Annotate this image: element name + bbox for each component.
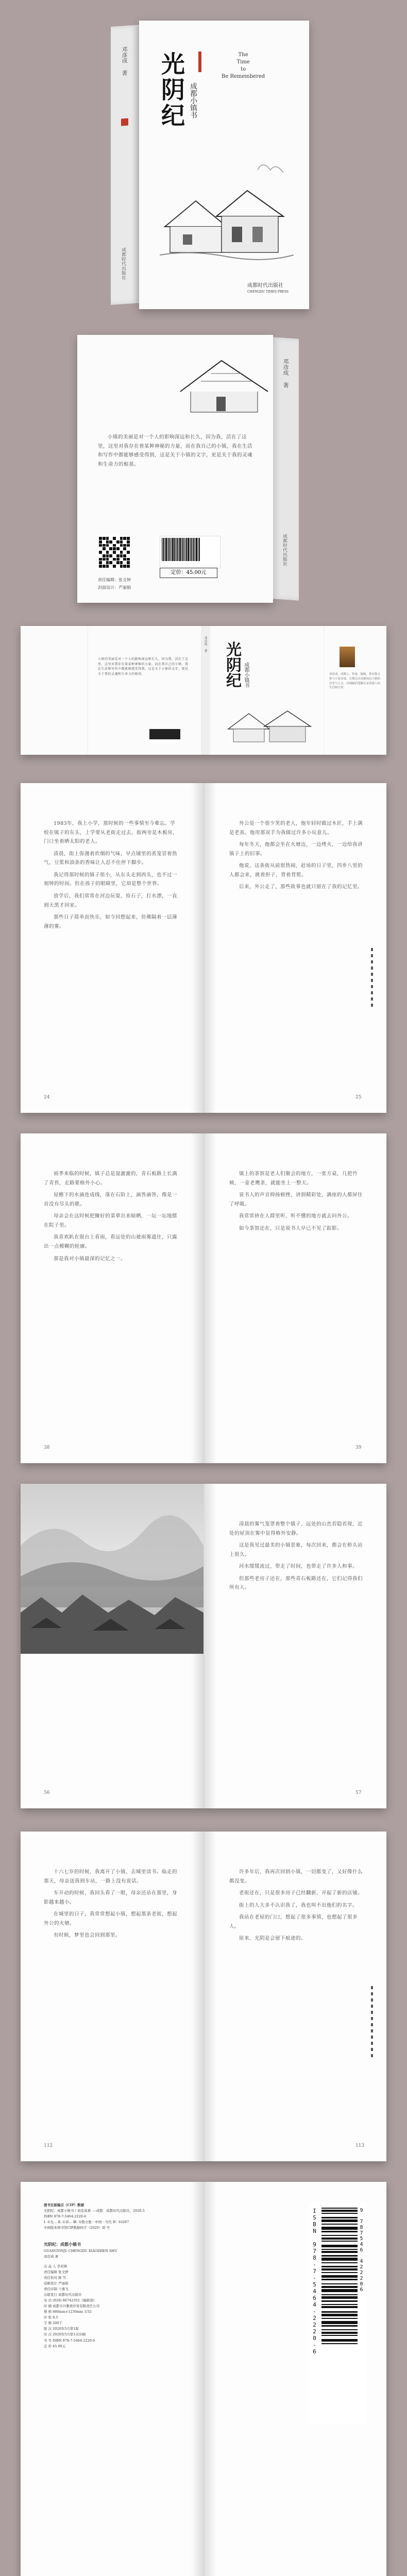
editor-name: 张文婷 xyxy=(118,578,131,582)
barcode-bars xyxy=(321,2208,358,2414)
spread-3-right-p1: 这是我见过最美的小镇景象，每次回来，都会在桥头站上很久。 xyxy=(229,1543,363,1557)
cip-block xyxy=(44,2202,183,2349)
cip-line-21: 书 号 ISBN 978-7-5464-2220-6 xyxy=(44,2338,95,2343)
spread-2-left-p1: 屋檐下的水滴连成线，落在石阶上，滴答滴答，像是一首没有尽头的歌。 xyxy=(44,1192,178,1207)
spread-2-right-p1: 说书人的声音抑扬顿挫，讲到精彩处，满座的人都屏住了呼吸。 xyxy=(229,1192,363,1207)
back-cover-face xyxy=(77,335,273,603)
designer-credit xyxy=(98,585,131,590)
cip-line-3: Ⅰ. ①光… Ⅱ. ①邓… Ⅲ. ①散文集－中国－当代 Ⅳ. ①I267 xyxy=(44,2220,129,2225)
spread-1-left-p4: 那些日子简单而快乐，如今回想起来，仿佛隔着一层薄薄的雾。 xyxy=(44,914,178,929)
editor-label: 责任编辑： xyxy=(98,578,118,582)
cip-line-5: 光阴纪：成都小镇书 xyxy=(44,2242,81,2247)
english-line-4: Be Remembered xyxy=(222,74,265,79)
spread-4-left-p0: 十六七岁的时候，我离开了小镇，去城里读书。临走的那天，母亲送我到车站，一路上没有说话。 xyxy=(44,1869,178,1884)
cip-line-12: 责任印制 干燕飞 xyxy=(44,2287,69,2292)
author-bio: 邓彦成，成都人，作家、编辑，著有散文集与小说多部。长期关注成都周边小镇的历史与人文，以细腻的笔触记录普通人的生活和日常。 xyxy=(329,673,381,690)
flat-spine xyxy=(201,626,210,755)
flat-cover-spread xyxy=(21,626,386,755)
spread-1-left-p2: 我记得那时候的镇子很小，从东头走到西头，也不过一刻钟的时间。但在孩子的眼睛里，它却是整个世界。 xyxy=(44,872,178,887)
isbn-barcode-text: ISBN 978-7-5464-2220-6 xyxy=(311,2208,318,2355)
spread-2-left-p3: 我喜欢趴在窗台上看雨，看远处的山被雨雾遮住，只露出一点模糊的轮廓。 xyxy=(44,1234,178,1249)
spread-1-gutter xyxy=(191,783,216,1113)
cip-line-16: 规 格 880mm×1230mm 1/32 xyxy=(44,2310,92,2314)
english-line-2: Time xyxy=(236,59,250,65)
designer-label: 封面设计： xyxy=(98,585,118,590)
cover-subtitle: 成都小镇书 xyxy=(189,82,197,118)
spread-1-left-p0: 1983年，我上小学，那时候的一些事情至今难忘。学校在镇子的东头，上学要从老街走过去，街两旁是木板房，门口坐着晒太阳的老人。 xyxy=(44,821,178,845)
ink-roof-illustration xyxy=(175,345,273,417)
spread-3-right-text xyxy=(229,1520,363,1596)
flat-subtitle: 成都小镇书 xyxy=(243,662,249,688)
spread-1-left-p3: 放学后，我们常常在河边玩耍，捡石子，打水漂，一直到天黑才回家。 xyxy=(44,893,178,908)
cip-line-2: ISBN 978-7-5464-2220-6 xyxy=(44,2214,87,2219)
spread-3-right-page-number: 57 xyxy=(355,1790,362,1795)
spread-1-left-page-number: 24 xyxy=(44,1095,50,1100)
back-spine xyxy=(273,337,299,600)
spread-3-right-p3: 但那些老房子还在，那些青石板路还在，它们记得我们所有人。 xyxy=(229,1575,363,1591)
price-value: 45.00元 xyxy=(186,570,207,575)
cip-line-19: 版 次 2020年5月第1版 xyxy=(44,2327,79,2331)
spread-1-ink-stroke xyxy=(371,948,373,1010)
spread-4-left-text xyxy=(44,1868,178,1943)
spread-4-left-p1: 车开动的时候，我回头看了一眼，母亲还站在那里，身影越来越小。 xyxy=(44,1890,178,1905)
spread-4-right-text xyxy=(229,1868,363,1946)
spread-2-right-p3: 如今茶馆还在，只是说书人早已不见了踪影。 xyxy=(239,1225,343,1231)
spread-1-right-text xyxy=(229,819,363,895)
spread-3-left-page-number: 56 xyxy=(44,1790,50,1795)
flat-back-blurb-text: 小镇的美丽是对一个人的影响深远和长久，因为我，活在了这里，这里对我存在着某种神秘的力量，而在我自己的小镇，我在生活和写作中都能够感受得到，这是关于小镇的文字，更是关于我的灵魂和生命力的根基。 xyxy=(98,657,189,676)
cip-line-14: 电 话 (028) 86742352（编辑部） xyxy=(44,2298,97,2303)
spread-2-right-p0: 镇上的茶馆是老人们聚会的地方，一张方桌，几把竹椅，一壶老鹰茶，就能坐上一整天。 xyxy=(229,1171,358,1186)
spread-4-ink-stroke xyxy=(371,1986,373,2058)
publisher-name: 成都时代出版社 xyxy=(247,283,283,289)
cip-line-15: 印 刷 成都市兴雅致印务有限责任公司 xyxy=(44,2304,100,2309)
spread-1-left-text xyxy=(44,819,178,934)
qr-code xyxy=(98,536,131,569)
front-cover-face xyxy=(139,21,309,309)
spread-1-left-p1: 清晨，街上弥漫着炊烟的气味，早点铺里的蒸笼冒着热气，豆浆和油条的香味让人忍不住停下脚步。 xyxy=(44,851,178,866)
english-line-3: to xyxy=(241,66,246,72)
spread-4-right-p4: 原来，光阴是会留下痕迹的。 xyxy=(239,1936,307,1942)
front-cover-book xyxy=(62,21,350,309)
english-title xyxy=(222,52,265,80)
spread-4-right-page-number: 113 xyxy=(355,2143,365,2148)
back-panel xyxy=(88,626,201,755)
flat-back-barcode xyxy=(149,729,180,739)
editor-credit xyxy=(98,577,131,583)
author-photo xyxy=(340,647,355,667)
spread-3-right-p2: 河水缓缓流过，带走了时间，也带走了许多人和事。 xyxy=(239,1564,358,1570)
spread-4-right-p1: 老街还在，只是很多房子已经翻新，开起了新的店铺。 xyxy=(239,1890,363,1896)
cip-line-22: 定 价 45.00元 xyxy=(44,2344,66,2348)
front-panel xyxy=(210,626,324,755)
spine-publisher: 成都时代出版社 xyxy=(121,247,126,280)
spread-1-right-p3: 后来，外公走了，那些故事也就只留在了我的记忆里。 xyxy=(239,884,363,890)
back-spine-author: 邓彦成 著 xyxy=(282,358,289,388)
back-spine-publisher: 成都时代出版社 xyxy=(282,533,287,567)
cip-line-8: 出 品 人 李若锋 xyxy=(44,2264,67,2268)
cip-line-13: 出版发行 成都时代出版社 xyxy=(44,2293,82,2297)
english-line-1: The xyxy=(238,52,248,58)
cip-line-1: 光阴纪：成都小镇书 / 邓彦成著. —成都：成都时代出版社，2020.5 xyxy=(44,2209,145,2213)
copyright-spread xyxy=(21,2182,386,2576)
flat-spine-author: 邓彦成 著 xyxy=(204,636,207,652)
flat-title: 光阴纪 xyxy=(223,641,241,688)
cip-line-7: 邓彦成 著 xyxy=(44,2254,59,2259)
inner-spread-3 xyxy=(21,1484,386,1808)
spread-2-left-p4: 那是我对小镇最深的记忆之一。 xyxy=(54,1256,126,1262)
spread-2-left-text xyxy=(44,1170,178,1266)
cip-line-20: 印 次 2020年5月第1次印刷 xyxy=(44,2332,86,2337)
back-blurb xyxy=(98,433,252,472)
spread-1-right-page-number: 25 xyxy=(355,1095,362,1100)
flap-right xyxy=(324,626,387,755)
spread-2-right-p2: 我常常挤在人群里听，听不懂的地方就去问外公。 xyxy=(239,1213,353,1219)
spread-2-left-p0: 雨季来临的时候，镇子总是湿漉漉的，青石板路上长满了青苔，走路要格外小心。 xyxy=(44,1171,178,1186)
spread-2-right-text xyxy=(229,1170,363,1236)
publisher-name-en: CHENGDU TIMES PRESS xyxy=(247,290,289,294)
isbn-barcode xyxy=(160,536,221,568)
cip-line-18: 字 数 200千 xyxy=(44,2321,63,2326)
inner-spread-2 xyxy=(21,1133,386,1463)
cip-line-4: 中国版本图书馆CIP数据核字（2020）第 号 xyxy=(44,2226,110,2230)
publisher-logo xyxy=(247,281,289,294)
ink-house-illustration xyxy=(160,149,294,263)
spine-seal xyxy=(121,118,128,126)
copyright-gutter xyxy=(191,2182,216,2576)
spread-1-right-p1: 每年冬天，他都会坐在火塘边，一边烤火，一边给我讲镇子上的旧事。 xyxy=(229,842,363,857)
barcode-digits: 9 787546 422206 xyxy=(359,2208,364,2293)
spread-4-right-p0: 许多年后，我再次回到小镇，一切都变了，又好像什么都没变。 xyxy=(229,1869,363,1884)
spread-4-left-p3: 有时候，梦里也会回到那里。 xyxy=(54,1933,121,1939)
spread-4-gutter xyxy=(191,1832,216,2161)
spread-3-right-p0: 清晨的雾气笼罩着整个镇子，远处的山峦若隐若现，近处的屋顶在雾中显得格外安静。 xyxy=(229,1521,363,1536)
flat-house-illustration xyxy=(226,703,313,744)
spread-4-right-p2: 街上的人大多不认识我了，我也叫不出他们的名字。 xyxy=(239,1902,358,1908)
flap-left xyxy=(21,626,88,755)
title-seal xyxy=(198,52,201,72)
inner-spread-1 xyxy=(21,783,386,1113)
spine-author: 邓彦成 著 xyxy=(121,46,128,76)
spread-4-left-page-number: 112 xyxy=(44,2143,53,2148)
spread-2-left-p2: 母亲会在这时候把腌好的菜拿出来晾晒，一坛一坛地摆在院子里。 xyxy=(44,1213,178,1228)
spread-4-right-p3: 我站在老屋的门口，想起了很多事情，也想起了很多人。 xyxy=(229,1914,358,1929)
cip-line-10: 责任校对 陈 雪 xyxy=(44,2276,66,2280)
cip-line-17: 印 张 8.5 xyxy=(44,2315,58,2320)
spread-2-left-page-number: 38 xyxy=(44,1445,50,1450)
flat-back-blurb xyxy=(98,657,191,676)
spread-2-right-page-number: 39 xyxy=(355,1445,362,1450)
blurb-text: 小镇的美丽是对一个人的影响深远和长久，因为我，活在了这里，这里对我存在着某种神秘的力量，而在我自己的小镇，我在生活和写作中都能够感受得到，这是关于小镇的文字，更是关于我的灵魂和生命力的根基。 xyxy=(98,434,253,467)
spread-2-gutter xyxy=(191,1133,216,1463)
inner-spread-4 xyxy=(21,1832,386,2161)
cover-title: 光阴纪 xyxy=(158,52,185,129)
cip-line-0: 图书在版编目（CIP）数据 xyxy=(44,2203,84,2207)
price-label: 定价： xyxy=(171,570,186,575)
cip-line-6: GUANGYINJI: CHENGDU XIAOZHEN SHU xyxy=(44,2248,117,2253)
spread-1-right-p2: 他说，这条街从前很热闹，赶场的日子里，四乡八里的人都会来，挑着担子，背着背篼。 xyxy=(229,863,363,878)
misty-town-photo xyxy=(21,1484,204,1654)
cip-line-11: 装帧设计 严丽娟 xyxy=(44,2281,69,2286)
price-box xyxy=(160,568,217,578)
cip-line-9: 责任编辑 张文婷 xyxy=(44,2269,69,2274)
front-spine xyxy=(111,25,139,305)
spread-4-left-p2: 在城里的日子，我常常想起小镇，想起那条老街，想起外公的火塘。 xyxy=(44,1911,178,1926)
designer-name: 严丽娟 xyxy=(118,585,131,590)
back-cover-book xyxy=(77,335,345,603)
spread-1-right-p0: 外公是一个很少笑的老人，他年轻时做过木匠，手上满是老茧。他用那双手为我做过许多小玩意儿。 xyxy=(229,821,363,836)
vertical-isbn-barcode xyxy=(309,2202,366,2424)
